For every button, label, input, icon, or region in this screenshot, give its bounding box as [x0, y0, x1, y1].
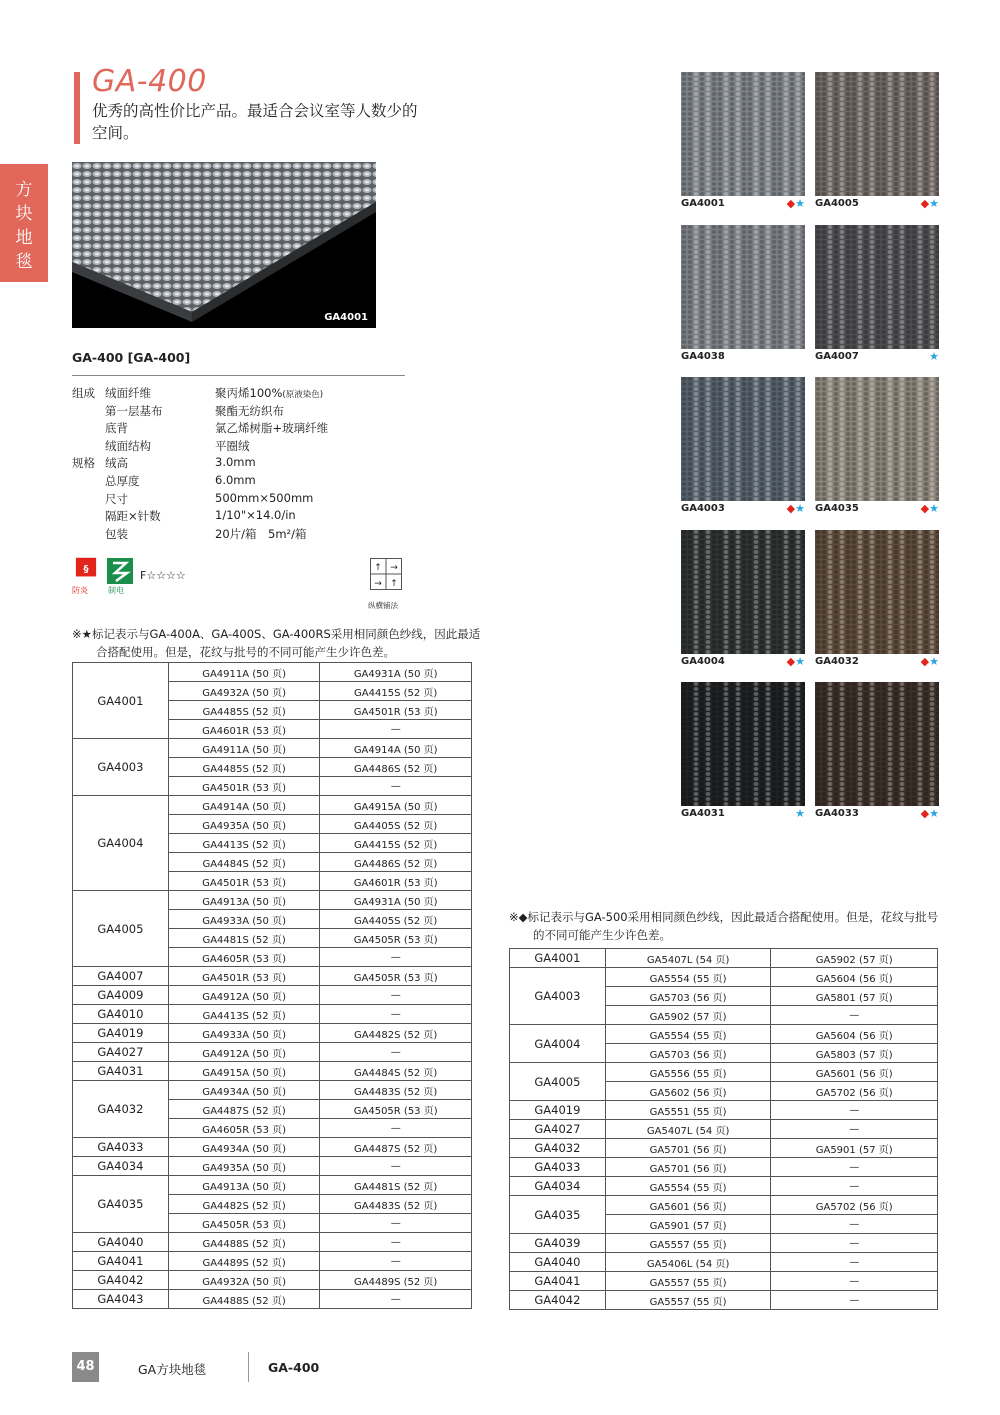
match-cell: GA4912A (50 页) — [168, 986, 320, 1005]
page-number: 48 — [72, 1352, 99, 1382]
star-mark-icon: ★ — [929, 807, 939, 820]
svg-text:→: → — [390, 563, 398, 573]
match-cell: — — [771, 1272, 938, 1291]
table-row — [510, 968, 938, 987]
match-cell: — — [320, 986, 472, 1005]
note-star-line: ※★标记表示与GA-400A、GA-400S、GA-400RS采用相同颜色纱线，因此最适 — [72, 627, 481, 641]
swatch-marks — [911, 655, 939, 668]
product-code-cell: GA4019 — [510, 1101, 606, 1120]
match-cell: GA4934A (50 页) — [168, 1138, 320, 1157]
match-cell: GA4481S (52 页) — [320, 1176, 472, 1195]
star-mark-icon: ★ — [795, 197, 805, 210]
match-cell: GA4413S (52 页) — [168, 1005, 320, 1024]
diamond-mark-icon: ◆ — [920, 197, 930, 210]
swatch-texture — [681, 377, 805, 501]
match-cell: GA5406L (54 页) — [605, 1253, 771, 1272]
product-code-cell: GA4040 — [73, 1233, 169, 1252]
product-code-cell: GA4004 — [510, 1025, 606, 1063]
star-mark-icon: ★ — [929, 654, 939, 668]
table-row — [510, 1101, 938, 1120]
carpet-swatch — [681, 530, 805, 654]
match-cell: GA4933A (50 页) — [168, 1024, 320, 1043]
note-star — [72, 625, 492, 661]
match-cell: — — [320, 1252, 472, 1271]
page-title: GA-400 — [92, 64, 207, 99]
product-code-cell: GA4035 — [73, 1176, 169, 1233]
match-cell: GA5703 (56 页) — [605, 987, 771, 1006]
swatch-code: GA4003 — [681, 503, 725, 514]
note-diamond-line: ※◆标记表示与GA-500采用相同颜色纱线，因此最适合搭配使用。但是，花纹与批号 — [509, 910, 939, 924]
table-row — [510, 1196, 938, 1215]
diamond-mark-icon: ◆ — [920, 502, 930, 515]
swatch-marks — [777, 655, 805, 668]
table-row — [510, 949, 938, 968]
side-tab-char: 地 — [15, 228, 33, 248]
swatch-code: GA4032 — [815, 655, 859, 667]
table-row — [510, 1177, 938, 1196]
carpet-swatch — [815, 682, 939, 806]
product-code-cell: GA4019 — [73, 1024, 169, 1043]
match-cell: GA5557 (55 页) — [605, 1291, 771, 1310]
spec-name: 绒面结构 — [105, 438, 151, 453]
match-cell: GA4481S (52 页) — [168, 929, 320, 948]
table-row — [73, 1024, 472, 1043]
swatch-texture — [815, 377, 939, 501]
match-cell: GA4605R (53 页) — [168, 1119, 320, 1138]
spec-name: 绒高 — [105, 456, 128, 471]
footer-section: GA方块地毯 — [138, 1362, 207, 1377]
match-cell: GA5702 (56 页) — [771, 1082, 938, 1101]
table-row — [73, 1290, 472, 1309]
product-code-cell: GA4005 — [510, 1063, 606, 1101]
table-row — [510, 1272, 938, 1291]
match-cell: GA5407L (54 页) — [605, 1120, 771, 1139]
product-code-cell: GA4042 — [510, 1291, 606, 1310]
svg-text:↑: ↑ — [374, 563, 382, 573]
match-cell: — — [320, 1157, 472, 1176]
match-cell: GA4485S (52 页) — [168, 701, 320, 720]
swatch-marks — [911, 502, 939, 515]
table-row — [73, 1081, 472, 1100]
swatch-code: GA4031 — [681, 808, 725, 819]
swatch-texture — [681, 530, 805, 654]
match-cell: GA4505R (53 页) — [320, 929, 472, 948]
match-cell: — — [771, 1291, 938, 1310]
side-tab-char: 毯 — [15, 252, 33, 272]
product-code-cell: GA4007 — [73, 967, 169, 986]
match-cell: GA5604 (56 页) — [771, 1025, 938, 1044]
spec-value-text: 平圈绒 — [215, 438, 250, 453]
table-row — [73, 1157, 472, 1176]
swatch-marks — [911, 197, 939, 210]
match-cell: GA4913A (50 页) — [168, 891, 320, 910]
match-cell: GA5801 (57 页) — [771, 987, 938, 1006]
svg-text:↑: ↑ — [390, 579, 398, 589]
product-code-cell: GA4003 — [510, 968, 606, 1025]
footer-divider — [248, 1352, 249, 1382]
carpet-swatch — [815, 530, 939, 654]
spec-name: 隔距×针数 — [105, 509, 161, 524]
antistatic-cert-label: 制电 — [108, 586, 124, 595]
match-cell: GA4935A (50 页) — [168, 815, 320, 834]
match-cell: GA4486S (52 页) — [320, 758, 472, 777]
swatch-code: GA4035 — [815, 503, 859, 514]
match-cell: — — [320, 1005, 472, 1024]
match-cell: GA5703 (56 页) — [605, 1044, 771, 1063]
match-cell: GA4501R (53 页) — [168, 872, 320, 891]
match-cell: GA4934A (50 页) — [168, 1081, 320, 1100]
table-row — [73, 1271, 472, 1290]
spec-title: GA-400 [GA-400] — [72, 350, 191, 365]
table-row — [73, 1176, 472, 1195]
product-code-cell: GA4034 — [73, 1157, 169, 1176]
match-cell: GA5407L (54 页) — [605, 949, 771, 968]
product-code-cell: GA4032 — [73, 1081, 169, 1138]
match-cell: GA4484S (52 页) — [168, 853, 320, 872]
product-code-cell: GA4033 — [510, 1158, 606, 1177]
match-cell: GA4489S (52 页) — [168, 1252, 320, 1271]
match-cell: GA5602 (56 页) — [605, 1082, 771, 1101]
product-code-cell: GA4003 — [73, 739, 169, 796]
match-cell: GA4605R (53 页) — [168, 948, 320, 967]
diamond-mark-icon: ◆ — [786, 197, 796, 210]
carpet-swatch — [815, 225, 939, 349]
match-cell: GA5556 (55 页) — [605, 1063, 771, 1082]
spec-value-text: 氯乙烯树脂+玻璃纤维 — [215, 421, 329, 436]
table-row — [73, 1233, 472, 1252]
match-cell: GA4935A (50 页) — [168, 1157, 320, 1176]
product-description: 优秀的高性价比产品。最适合会议室等人数少的空间。 — [92, 102, 418, 142]
match-cell: GA4933A (50 页) — [168, 910, 320, 929]
match-cell: — — [771, 1234, 938, 1253]
match-cell: GA4487S (52 页) — [168, 1100, 320, 1119]
match-cell: GA4501R (53 页) — [320, 701, 472, 720]
match-cell: GA4485S (52 页) — [168, 758, 320, 777]
diamond-mark-icon: ◆ — [920, 654, 930, 668]
swatch-texture — [815, 72, 939, 196]
table-row — [73, 1043, 472, 1062]
carpet-texture-illustration — [72, 162, 376, 328]
swatch-marks — [777, 807, 805, 820]
match-cell: GA4915A (50 页) — [168, 1062, 320, 1081]
star-mark-icon: ★ — [795, 807, 805, 820]
match-cell: GA5557 (55 页) — [605, 1272, 771, 1291]
spec-value-text: 聚酯无纺织布 — [215, 403, 284, 418]
product-code-cell: GA4035 — [510, 1196, 606, 1234]
match-cell: — — [320, 1233, 472, 1252]
table-row — [73, 1062, 472, 1081]
match-cell: — — [320, 1290, 472, 1309]
product-code-cell: GA4009 — [73, 986, 169, 1005]
match-cell: GA4505R (53 页) — [168, 1214, 320, 1233]
swatch-code: GA4033 — [815, 808, 859, 819]
match-cell: GA4501R (53 页) — [168, 777, 320, 796]
product-code-cell: GA4001 — [510, 949, 606, 968]
table-row — [510, 1063, 938, 1082]
table-row — [73, 739, 472, 758]
product-code-cell: GA4041 — [73, 1252, 169, 1271]
swatch-code: GA4001 — [681, 198, 725, 209]
product-code-cell: GA4034 — [510, 1177, 606, 1196]
product-code-cell: GA4001 — [73, 663, 169, 739]
match-cell: — — [320, 1214, 472, 1233]
product-code-cell: GA4027 — [510, 1120, 606, 1139]
spec-value — [215, 420, 328, 436]
hero-carpet-image — [72, 162, 376, 328]
match-cell: GA4413S (52 页) — [168, 834, 320, 853]
match-cell: GA4486S (52 页) — [320, 853, 472, 872]
star-mark-icon: ★ — [795, 654, 805, 668]
spec-value-text: 3.0mm — [215, 455, 256, 470]
match-cell: — — [771, 1177, 938, 1196]
swatch-marks — [777, 197, 805, 210]
match-cell: GA4501R (53 页) — [168, 967, 320, 986]
match-cell: — — [320, 777, 472, 796]
table-row — [510, 1139, 938, 1158]
side-tab-char: 方 — [15, 180, 33, 200]
star-mark-icon: ★ — [929, 349, 939, 363]
star-mark-icon: ★ — [929, 197, 939, 210]
spec-name: 绒面纤维 — [105, 386, 151, 400]
spec-value-text: 500mm×500mm — [215, 490, 314, 505]
match-cell: GA4915A (50 页) — [320, 796, 472, 815]
match-cell: GA4405S (52 页) — [320, 910, 472, 929]
hero-product-code: GA4001 — [324, 312, 368, 323]
formaldehyde-rating: F☆☆☆☆ — [140, 569, 186, 582]
table-row — [73, 1005, 472, 1024]
swatch-marks — [911, 807, 939, 820]
match-cell: — — [320, 948, 472, 967]
match-cell: GA4601R (53 页) — [320, 872, 472, 891]
carpet-swatch — [681, 377, 805, 501]
swatch-marks — [777, 502, 805, 515]
product-code-cell: GA4032 — [510, 1139, 606, 1158]
spec-name: 第一层基布 — [105, 403, 163, 418]
note-star-line: 合搭配使用。但是，花纹与批号的不同可能产生少许色差。 — [96, 645, 395, 659]
table-row — [510, 1253, 938, 1272]
match-cell: GA4912A (50 页) — [168, 1043, 320, 1062]
match-cell: GA4601R (53 页) — [168, 720, 320, 739]
match-cell: GA4911A (50 页) — [168, 739, 320, 758]
product-code-cell: GA4039 — [510, 1234, 606, 1253]
spec-divider — [72, 375, 405, 376]
match-cell: — — [771, 1215, 938, 1234]
title-accent-bar — [74, 72, 80, 144]
spec-group: 规格 — [72, 456, 95, 471]
swatch-texture — [815, 225, 939, 349]
match-cell: GA5554 (55 页) — [605, 1177, 771, 1196]
match-cell: — — [320, 1043, 472, 1062]
carpet-swatch — [681, 72, 805, 196]
match-cell: GA4405S (52 页) — [320, 815, 472, 834]
carpet-swatch — [815, 72, 939, 196]
spec-value-text: 聚丙烯100% — [215, 386, 283, 400]
svg-text:→: → — [374, 579, 382, 589]
spec-name: 总厚度 — [105, 474, 140, 488]
spec-value — [215, 508, 296, 522]
swatch-texture — [815, 682, 939, 806]
spec-value-text: 1/10"×14.0/in — [215, 508, 296, 523]
table-row — [73, 1252, 472, 1271]
swatch-texture — [681, 225, 805, 349]
match-cell: GA4488S (52 页) — [168, 1233, 320, 1252]
match-cell: GA4932A (50 页) — [168, 682, 320, 701]
match-cell: GA4489S (52 页) — [320, 1271, 472, 1290]
product-code-cell: GA4027 — [73, 1043, 169, 1062]
swatch-marks — [911, 350, 939, 363]
table-row — [510, 1120, 938, 1139]
spec-value — [215, 491, 313, 505]
match-cell: GA5557 (55 页) — [605, 1234, 771, 1253]
diamond-mark-icon: ◆ — [786, 654, 796, 668]
product-code-cell: GA4033 — [73, 1138, 169, 1157]
spec-value — [215, 455, 256, 469]
match-cell: GA5702 (56 页) — [771, 1196, 938, 1215]
match-cell: GA5701 (56 页) — [605, 1139, 771, 1158]
note-diamond — [509, 908, 949, 944]
match-cell: GA4487S (52 页) — [320, 1138, 472, 1157]
swatch-code: GA4004 — [681, 655, 725, 667]
diamond-mark-icon: ◆ — [786, 502, 796, 515]
product-code-cell: GA4041 — [510, 1272, 606, 1291]
match-cell: GA4483S (52 页) — [320, 1195, 472, 1214]
match-cell: GA5551 (55 页) — [605, 1101, 771, 1120]
side-tab-char: 块 — [15, 204, 33, 224]
spec-value-note: (原液染色) — [282, 390, 324, 400]
swatch-texture — [681, 682, 805, 806]
spec-list — [72, 385, 412, 545]
match-cell: GA4484S (52 页) — [320, 1062, 472, 1081]
svg-text:§: § — [83, 563, 89, 575]
table-row — [510, 1158, 938, 1177]
carpet-swatch — [681, 225, 805, 349]
match-cell: GA4913A (50 页) — [168, 1176, 320, 1195]
match-cell: GA4911A (50 页) — [168, 663, 320, 682]
match-cell: GA4505R (53 页) — [320, 1100, 472, 1119]
table-row — [73, 891, 472, 910]
match-cell: GA5902 (57 页) — [771, 949, 938, 968]
product-code-cell: GA4040 — [510, 1253, 606, 1272]
match-cell: — — [320, 720, 472, 739]
match-cell: GA4914A (50 页) — [320, 739, 472, 758]
match-cell: GA4415S (52 页) — [320, 834, 472, 853]
spec-value-text: 20片/箱 5m²/箱 — [215, 526, 307, 541]
spec-value — [215, 385, 323, 401]
match-cell: GA5604 (56 页) — [771, 968, 938, 987]
spec-value — [215, 403, 284, 419]
match-cell: — — [771, 1101, 938, 1120]
spec-group: 组成 — [72, 386, 95, 400]
match-cell: GA4914A (50 页) — [168, 796, 320, 815]
table-row — [73, 796, 472, 815]
match-cell: GA5554 (55 页) — [605, 1025, 771, 1044]
match-cell: GA4482S (52 页) — [168, 1195, 320, 1214]
table-row — [510, 1291, 938, 1310]
match-cell: GA5554 (55 页) — [605, 968, 771, 987]
spec-name: 底背 — [105, 421, 128, 436]
star-mark-icon: ★ — [929, 502, 939, 515]
spec-name: 尺寸 — [105, 491, 128, 506]
note-diamond-line: 的不同可能产生少许色差。 — [533, 928, 671, 942]
swatch-texture — [681, 72, 805, 196]
spec-value — [215, 473, 256, 487]
match-cell: — — [771, 1120, 938, 1139]
match-cell: GA5901 (57 页) — [605, 1215, 771, 1234]
match-cell: GA5701 (56 页) — [605, 1158, 771, 1177]
carpet-swatch — [681, 682, 805, 806]
diamond-matching-table — [509, 948, 938, 1310]
table-row — [73, 967, 472, 986]
match-cell: — — [771, 1253, 938, 1272]
match-cell: — — [771, 1158, 938, 1177]
table-row — [73, 1138, 472, 1157]
table-row — [510, 1025, 938, 1044]
match-cell: GA4931A (50 页) — [320, 663, 472, 682]
match-cell: GA5803 (57 页) — [771, 1044, 938, 1063]
swatch-code: GA4005 — [815, 198, 859, 209]
spec-value — [215, 438, 250, 454]
swatch-code: GA4007 — [815, 350, 859, 362]
match-cell: — — [771, 1006, 938, 1025]
match-cell: GA5601 (56 页) — [771, 1063, 938, 1082]
carpet-swatch — [815, 377, 939, 501]
product-code-cell: GA4005 — [73, 891, 169, 967]
spec-name: 包装 — [105, 526, 128, 541]
footer-product: GA-400 — [268, 1360, 320, 1375]
swatch-texture — [815, 530, 939, 654]
product-code-cell: GA4004 — [73, 796, 169, 891]
product-code-cell: GA4031 — [73, 1062, 169, 1081]
product-code-cell: GA4043 — [73, 1290, 169, 1309]
side-category-tab — [0, 164, 48, 282]
table-row — [510, 1234, 938, 1253]
table-row — [73, 986, 472, 1005]
match-cell: GA4488S (52 页) — [168, 1290, 320, 1309]
spec-value — [215, 526, 307, 542]
diamond-mark-icon: ◆ — [920, 807, 930, 820]
spec-value-text: 6.0mm — [215, 473, 256, 487]
match-cell: GA4415S (52 页) — [320, 682, 472, 701]
product-code-cell: GA4010 — [73, 1005, 169, 1024]
match-cell: — — [320, 1119, 472, 1138]
match-cell: GA5902 (57 页) — [605, 1006, 771, 1025]
fire-cert-label: 防炎 — [72, 586, 88, 595]
layout-pattern-icon — [370, 558, 402, 594]
match-cell: GA4931A (50 页) — [320, 891, 472, 910]
star-matching-table — [72, 662, 472, 1309]
table-row — [73, 663, 472, 682]
star-mark-icon: ★ — [795, 502, 805, 515]
match-cell: GA4505R (53 页) — [320, 967, 472, 986]
match-cell: GA4483S (52 页) — [320, 1081, 472, 1100]
swatch-code: GA4038 — [681, 350, 725, 362]
match-cell: GA5601 (56 页) — [605, 1196, 771, 1215]
match-cell: GA4482S (52 页) — [320, 1024, 472, 1043]
product-code-cell: GA4042 — [73, 1271, 169, 1290]
match-cell: GA5901 (57 页) — [771, 1139, 938, 1158]
match-cell: GA4932A (50 页) — [168, 1271, 320, 1290]
layout-pattern-label: 纵横铺法 — [368, 601, 398, 610]
